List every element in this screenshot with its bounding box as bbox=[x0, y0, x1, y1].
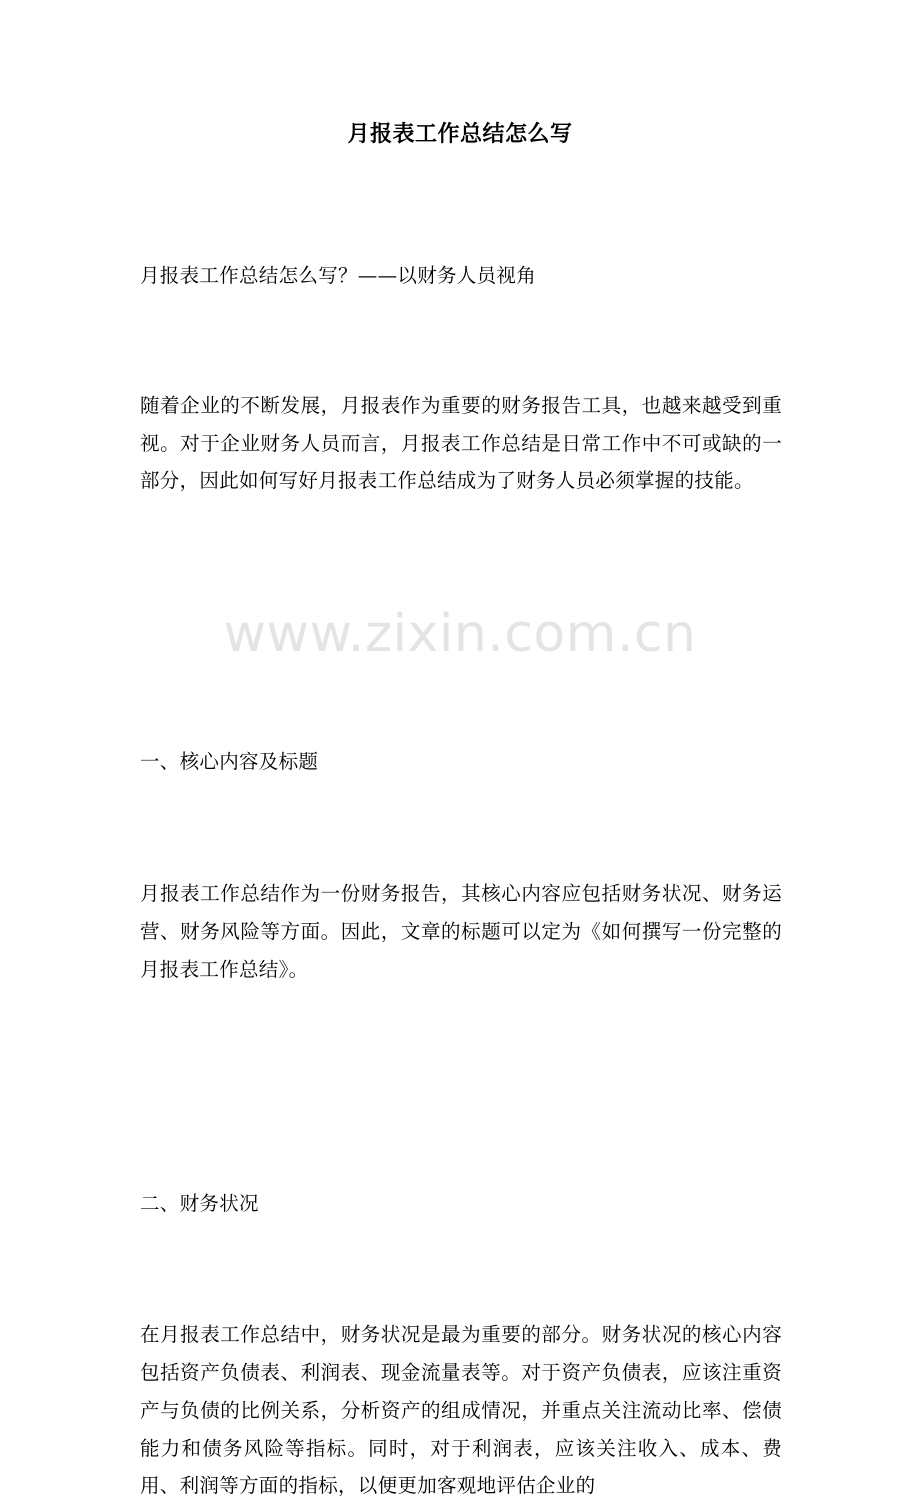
section-2-heading: 二、财务状况 bbox=[140, 1192, 259, 1216]
document-title: 月报表工作总结怎么写 bbox=[347, 121, 573, 147]
intro-paragraph: 随着企业的不断发展，月报表作为重要的财务报告工具，也越来越受到重视。对于企业财务人员而言，月报表工作总结是日常工作中不可或缺的一部分，因此如何写好月报表工作总结成为了财务人员必须掌握的技能。 bbox=[140, 393, 782, 493]
section-1-paragraph: 月报表工作总结作为一份财务报告，其核心内容应包括财务状况、财务运营、财务风险等方面。因此，文章的标题可以定为《如何撰写一份完整的月报表工作总结》。 bbox=[140, 881, 782, 981]
document-subtitle: 月报表工作总结怎么写？——以财务人员视角 bbox=[140, 264, 537, 287]
section-2-paragraph: 在月报表工作总结中，财务状况是最为重要的部分。财务状况的核心内容包括资产负债表、利润表、现金流量表等。对于资产负债表，应该注重资产与负债的比例关系，分析资产的组成情况，并重点关注流动比率、偿债能力和债务风险等指标。同时，对于利润表，应该关注收入、成本、费用、利润等方面的指标，以便更加客观地评估企业的 bbox=[140, 1323, 782, 1498]
watermark: www.zixin.com.cn bbox=[223, 604, 697, 664]
section-1-heading: 一、核心内容及标题 bbox=[140, 750, 319, 774]
